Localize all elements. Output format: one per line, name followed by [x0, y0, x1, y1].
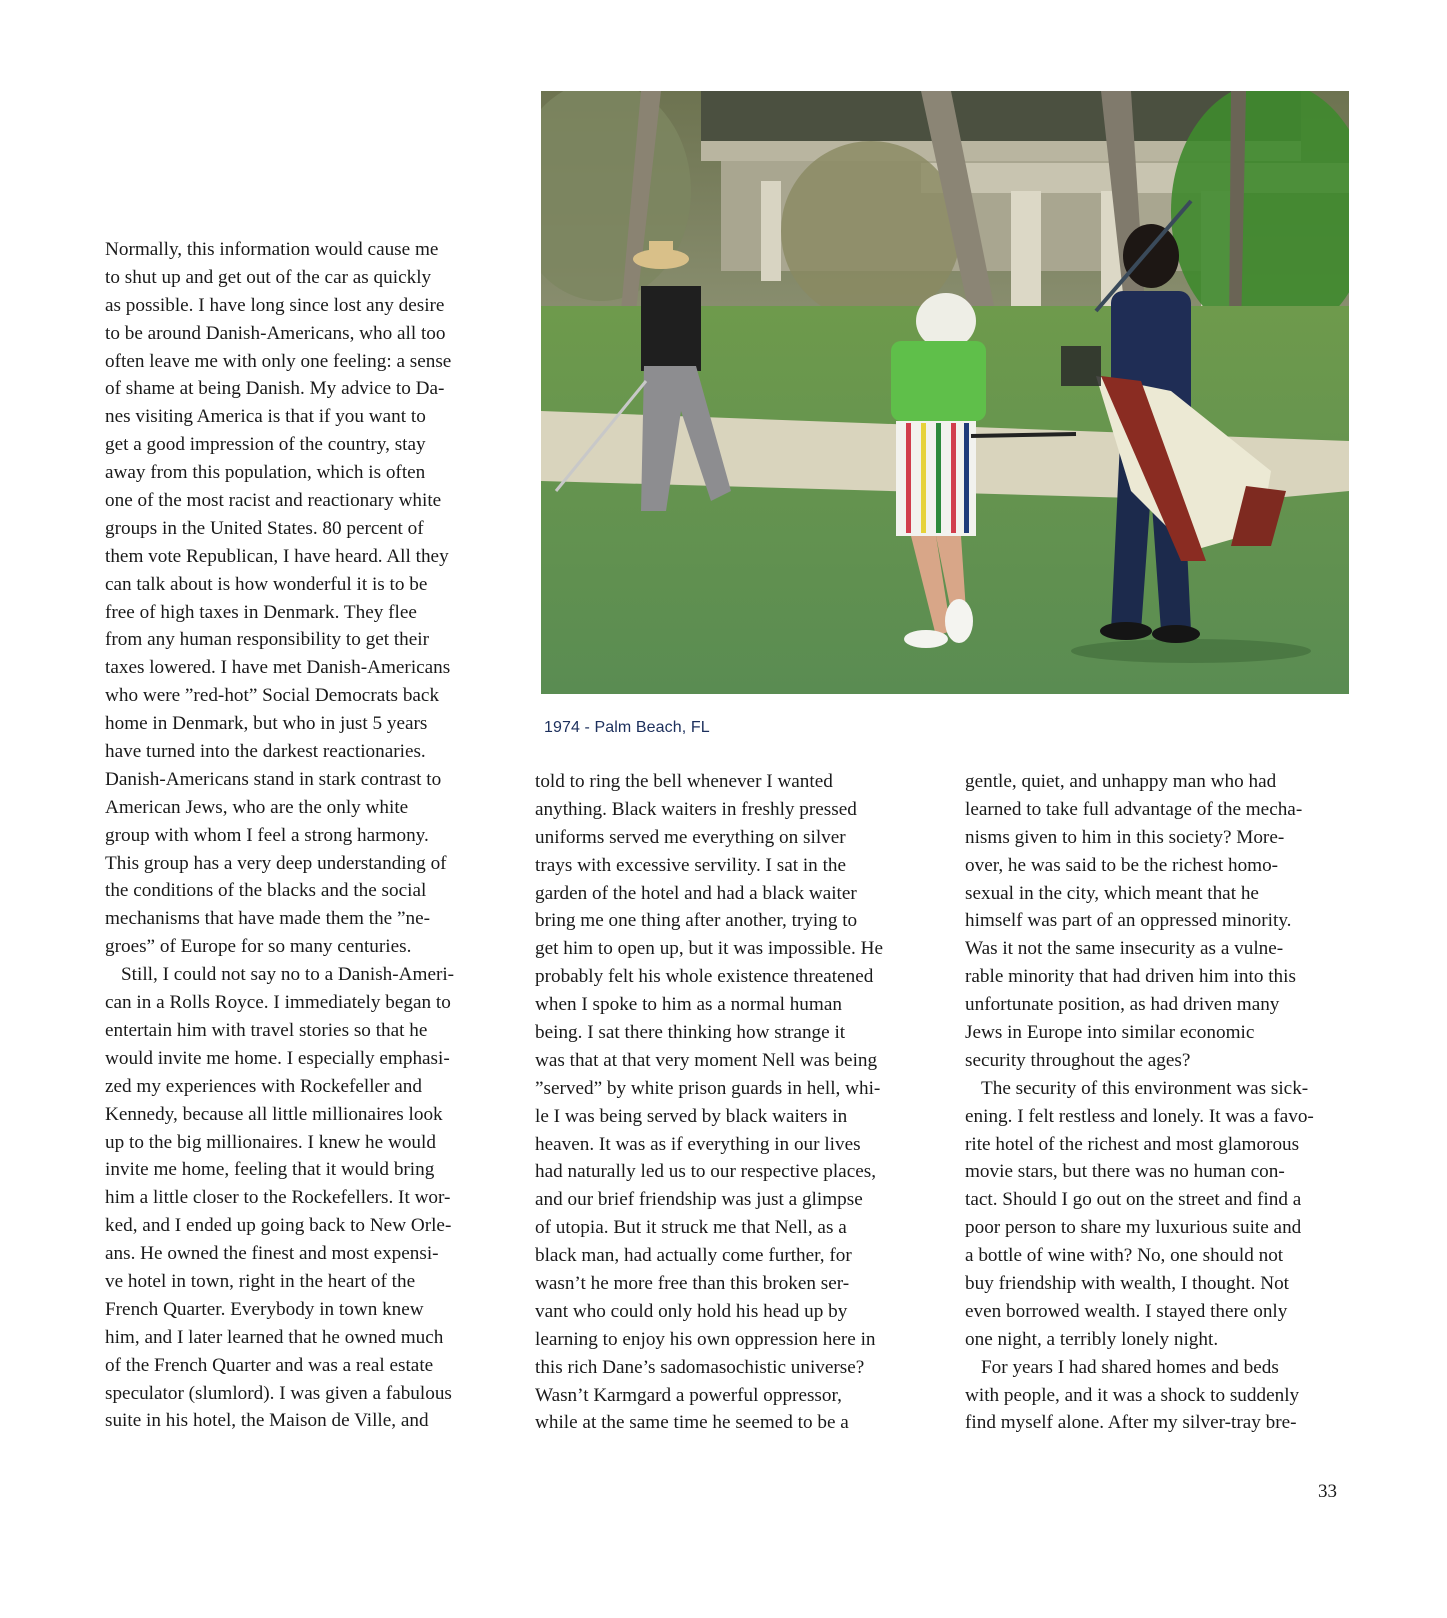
text-line: them vote Republican, I have heard. All they — [105, 545, 449, 567]
text-line: from any human responsibility to get their — [105, 629, 429, 651]
text-column-3 — [965, 768, 1314, 1437]
text-line: the conditions of the blacks and the social — [105, 880, 427, 902]
text-line: ve hotel in town, right in the heart of the — [105, 1270, 416, 1292]
text-line: himself was part of an oppressed minority. — [965, 910, 1292, 932]
text-line: uniforms served me everything on silver — [535, 826, 846, 848]
text-line: Was it not the same insecurity as a vulne- — [965, 938, 1284, 960]
text-line: le I was being served by black waiters in — [535, 1105, 848, 1127]
text-line: often leave me with only one feeling: a sense — [105, 350, 452, 372]
text-line: Danish-Americans stand in stark contrast to — [105, 768, 442, 790]
text-line: can talk about is how wonderful it is to be — [105, 573, 428, 595]
text-line: mechanisms that have made them the ”ne- — [105, 908, 430, 930]
text-line: of the French Quarter and was a real estate — [105, 1354, 434, 1376]
photo-illustration — [541, 91, 1349, 694]
text-line: ”served” by white prison guards in hell, whi- — [535, 1077, 881, 1099]
text-line: trays with excessive servility. I sat in the — [535, 854, 847, 876]
text-line: groups in the United States. 80 percent of — [105, 517, 424, 539]
text-line: one of the most racist and reactionary white — [105, 490, 442, 512]
text-line: American Jews, who are the only white — [105, 796, 409, 818]
text-line: rable minority that had driven him into this — [965, 966, 1296, 988]
text-line: Still, I could not say no to a Danish-Ameri- — [121, 964, 455, 986]
text-line: free of high taxes in Denmark. They flee — [105, 601, 417, 623]
text-line: Kennedy, because all little millionaires look — [105, 1103, 443, 1125]
text-line: zed my experiences with Rockefeller and — [105, 1075, 422, 1097]
text-column-2 — [535, 768, 883, 1437]
text-line: ans. He owned the finest and most expensi- — [105, 1243, 439, 1265]
text-line: nes visiting America is that if you want to — [105, 406, 426, 428]
text-line: ked, and I ended up going back to New Orle- — [105, 1215, 452, 1237]
text-line: with people, and it was a shock to suddenly — [965, 1384, 1300, 1406]
text-line: tact. Should I go out on the street and find a — [965, 1189, 1302, 1211]
text-column-1 — [105, 236, 454, 1435]
text-line: gentle, quiet, and unhappy man who had — [965, 771, 1277, 792]
text-line: told to ring the bell whenever I wanted — [535, 771, 833, 792]
text-line: to be around Danish-Americans, who all too — [105, 322, 446, 344]
text-line: while at the same time he seemed to be a — [535, 1412, 849, 1434]
text-line: him a little closer to the Rockefellers. It wor- — [105, 1187, 451, 1209]
text-line: learned to take full advantage of the mecha- — [965, 798, 1303, 820]
text-line: Jews in Europe into similar economic — [965, 1022, 1255, 1044]
text-line: home in Denmark, but who in just 5 years — [105, 713, 428, 735]
text-line: this rich Dane’s sadomasochistic universe? — [535, 1356, 865, 1378]
text-line: nisms given to him in this society? More- — [965, 826, 1285, 848]
text-line: wasn’t he more free than this broken ser- — [535, 1273, 850, 1295]
text-line: as possible. I have long since lost any desire — [105, 294, 445, 316]
text-line: rite hotel of the richest and most glamorous — [965, 1133, 1300, 1155]
text-line: poor person to share my luxurious suite and — [965, 1217, 1302, 1239]
text-line: when I spoke to him as a normal human — [535, 994, 842, 1016]
text-line: had naturally led us to our respective places, — [535, 1161, 876, 1183]
text-line: would invite me home. I especially emphasi- — [105, 1047, 450, 1069]
text-line: Normally, this information would cause me — [105, 239, 439, 260]
text-line: group with whom I feel a strong harmony. — [105, 824, 429, 846]
text-line: French Quarter. Everybody in town knew — [105, 1298, 424, 1320]
text-line: find myself alone. After my silver-tray bre- — [965, 1412, 1297, 1434]
text-line: away from this population, which is often — [105, 462, 426, 484]
text-line: buy friendship with wealth, I thought. Not — [965, 1273, 1290, 1295]
text-line: entertain him with travel stories so that he — [105, 1019, 428, 1041]
text-line: sexual in the city, which meant that he — [965, 882, 1259, 904]
text-line: a bottle of wine with? No, one should not — [965, 1245, 1284, 1267]
text-line: up to the big millionaires. I knew he would — [105, 1131, 436, 1153]
text-line: black man, had actually come further, for — [535, 1245, 852, 1267]
text-line: security throughout the ages? — [965, 1049, 1191, 1071]
text-line: can in a Rolls Royce. I immediately began to — [105, 992, 451, 1014]
text-line: learning to enjoy his own oppression here in — [535, 1328, 876, 1350]
text-line: garden of the hotel and had a black waiter — [535, 882, 857, 904]
text-line: unfortunate position, as had driven many — [965, 994, 1280, 1016]
text-line: of utopia. But it struck me that Nell, as a — [535, 1217, 847, 1239]
text-line: of shame at being Danish. My advice to Da- — [105, 378, 445, 400]
text-line: heaven. It was as if everything in our lives — [535, 1133, 861, 1155]
text-line: ening. I felt restless and lonely. It was a favo- — [965, 1105, 1314, 1127]
text-line: get a good impression of the country, stay — [105, 434, 426, 456]
building-column — [1011, 191, 1041, 311]
text-line: get him to open up, but it was impossible. He — [535, 938, 884, 960]
text-line: probably felt his whole existence threatened — [535, 966, 874, 988]
photo-caption: 1974 - Palm Beach, FL — [544, 719, 710, 736]
text-line: was that at that very moment Nell was being — [535, 1049, 878, 1071]
text-line: and our brief friendship was just a glimpse — [535, 1189, 863, 1211]
text-line: one night, a terribly lonely night. — [965, 1328, 1219, 1350]
text-line: who were ”red-hot” Social Democrats back — [105, 685, 440, 707]
text-line: anything. Black waiters in freshly pressed — [535, 798, 857, 820]
text-line: have turned into the darkest reactionaries. — [105, 741, 426, 763]
text-line: even borrowed wealth. I stayed there only — [965, 1300, 1288, 1322]
photo-golfers-palm-beach — [541, 91, 1349, 694]
text-line: The security of this environment was sick- — [981, 1077, 1309, 1099]
text-line: Wasn’t Karmgard a powerful oppressor, — [535, 1384, 842, 1406]
page-number: 33 — [1318, 1481, 1337, 1502]
text-line: This group has a very deep understanding of — [105, 852, 447, 874]
text-line: bring me one thing after another, trying to — [535, 910, 858, 932]
text-line: invite me home, feeling that it would bring — [105, 1159, 435, 1181]
text-line: vant who could only hold his head up by — [535, 1300, 848, 1322]
text-line: over, he was said to be the richest homo- — [965, 854, 1279, 876]
text-line: taxes lowered. I have met Danish-Americans — [105, 657, 451, 679]
text-line: speculator (slumlord). I was given a fabulous — [105, 1382, 452, 1404]
text-line: For years I had shared homes and beds — [981, 1356, 1279, 1378]
text-line: him, and I later learned that he owned much — [105, 1326, 444, 1348]
text-line: suite in his hotel, the Maison de Ville, and — [105, 1410, 429, 1432]
text-line: being. I sat there thinking how strange it — [535, 1022, 846, 1044]
text-line: groes” of Europe for so many centuries. — [105, 936, 412, 958]
text-line: to shut up and get out of the car as quickly — [105, 266, 432, 288]
text-line: movie stars, but there was no human con- — [965, 1161, 1285, 1183]
